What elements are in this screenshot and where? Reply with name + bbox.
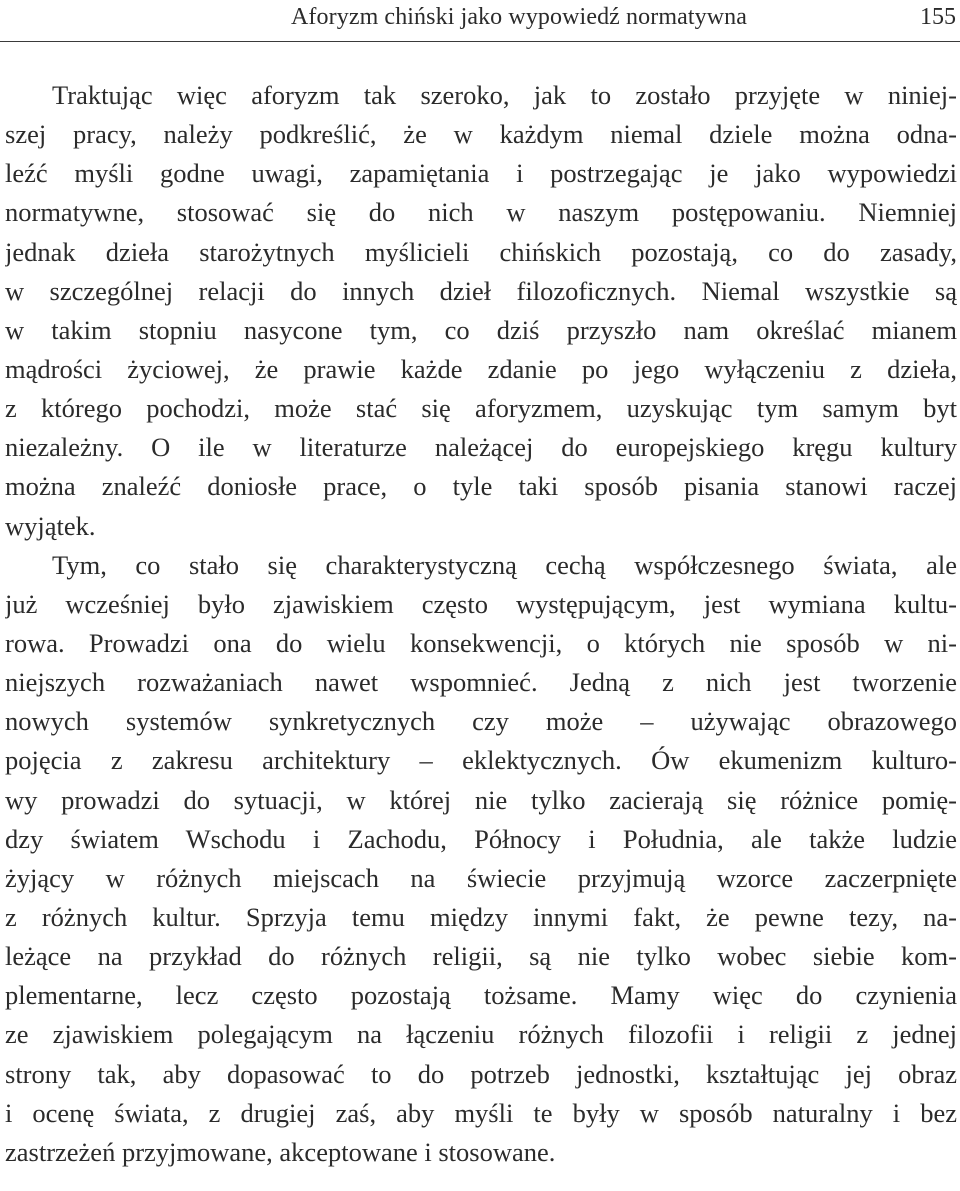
text-line: jednak dzieła starożytnych myślicieli chińskich pozostają, co do zasady, xyxy=(5,236,957,267)
text-line: żyjący w różnych miejscach na świecie przyjmują wzorce zaczerpnięte xyxy=(5,862,957,893)
text-line: strony tak, aby dopasować to do potrzeb jednostki, kształtując jej obraz xyxy=(5,1058,957,1089)
text-line: i ocenę świata, z drugiej zaś, aby myśli te były w sposób naturalny i bez xyxy=(5,1097,957,1128)
text-line: plementarne, lecz często pozostają tożsame. Mamy więc do czynienia xyxy=(5,980,957,1011)
text-line: Traktując więc aforyzm tak szeroko, jak to zostało przyjęte w niniej- xyxy=(52,80,957,110)
body-text xyxy=(5,76,957,1172)
text-line: nowych systemów synkretycznych czy może – używając obrazowego xyxy=(5,706,957,737)
paragraph xyxy=(5,76,957,546)
paragraph xyxy=(5,546,957,1172)
header-title: Aforyzm chiński jako wypowiedź normatywna xyxy=(291,4,747,30)
text-line: rowa. Prowadzi ona do wielu konsekwencji, o których nie sposób w ni- xyxy=(5,627,957,658)
text-line: z różnych kultur. Sprzyja temu między innymi fakt, że pewne tezy, na- xyxy=(5,901,957,932)
text-line: z którego pochodzi, może stać się aforyzmem, uzyskując tym samym byt xyxy=(5,393,957,424)
text-line: leźć myśli godne uwagi, zapamiętania i postrzegając je jako wypowiedzi xyxy=(5,158,957,189)
text-line: już wcześniej było zjawiskiem często występującym, jest wymiana kultu- xyxy=(5,588,957,619)
running-header xyxy=(0,0,960,42)
text-line: niezależny. O ile w literaturze należącej do europejskiego kręgu kultury xyxy=(5,432,957,463)
text-line: wyjątek. xyxy=(5,510,96,541)
text-line: szej pracy, należy podkreślić, że w każdym niemal dziele można odna- xyxy=(5,119,957,150)
text-line: normatywne, stosować się do nich w naszym postępowaniu. Niemniej xyxy=(5,197,957,228)
text-line: mądrości życiowej, że prawie każde zdanie po jego wyłączeniu z dzieła, xyxy=(5,353,957,384)
text-line: ze zjawiskiem polegającym na łączeniu różnych filozofii i religii z jednej xyxy=(5,1019,957,1050)
text-line: wy prowadzi do sytuacji, w której nie tylko zacierają się różnice pomię- xyxy=(5,784,957,815)
text-line: leżące na przykład do różnych religii, są nie tylko wobec siebie kom- xyxy=(5,941,957,972)
text-line: Tym, co stało się charakterystyczną cechą współczesnego świata, ale xyxy=(52,549,957,580)
text-line: w takim stopniu nasycone tym, co dziś przyszło nam określać mianem xyxy=(5,314,957,345)
text-line: można znaleźć doniosłe prace, o tyle taki sposób pisania stanowi raczej xyxy=(5,471,957,502)
text-line: niejszych rozważaniach nawet wspomnieć. Jedną z nich jest tworzenie xyxy=(5,667,957,698)
text-line: zastrzeżeń przyjmowane, akceptowane i stosowane. xyxy=(5,1136,556,1167)
text-line: dzy światem Wschodu i Zachodu, Północy i Południa, ale także ludzie xyxy=(5,823,957,854)
text-line: pojęcia z zakresu architektury – eklektycznych. Ów ekumenizm kulturo- xyxy=(5,745,957,776)
text-line: w szczególnej relacji do innych dzieł filozoficznych. Niemal wszystkie są xyxy=(5,275,957,306)
page-number: 155 xyxy=(920,4,956,30)
